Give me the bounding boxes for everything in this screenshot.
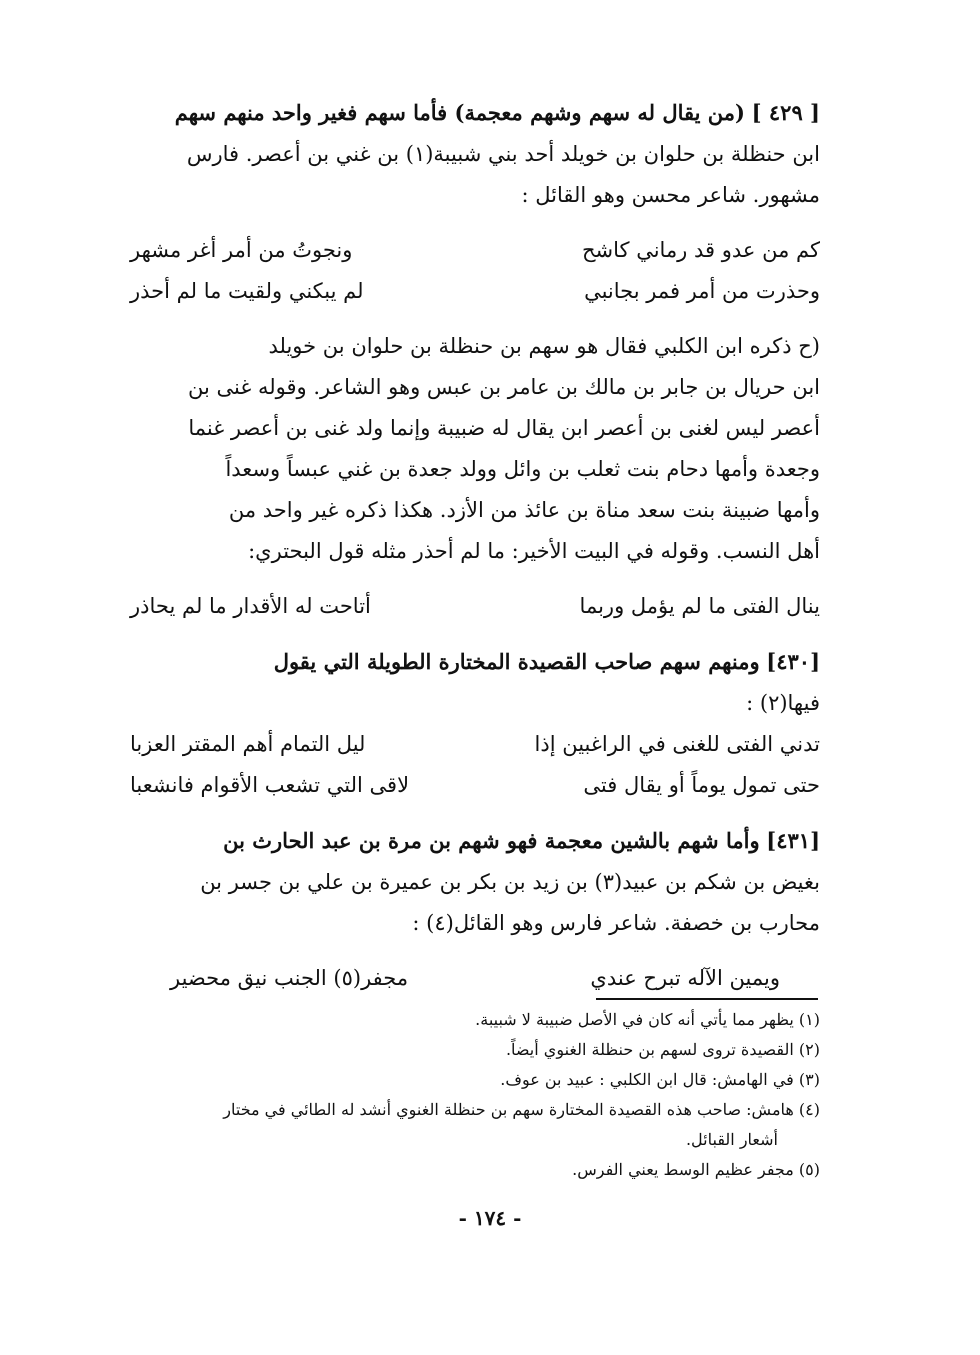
commentary-line: أهل النسب. وقوله في البيت الأخير: ما لم أحذر مثله قول البحتري:: [248, 539, 820, 563]
verse-block-1: [130, 230, 820, 312]
verse-second-hemistich: أتاحت له الأقدار ما لم يحاذر: [130, 594, 371, 618]
page-body: [130, 92, 820, 999]
verse-second-hemistich: لاقى التي تشعب الأقوام فانشعبا: [130, 773, 410, 797]
entry-429-line-1: [130, 92, 820, 134]
commentary-line: وأمها ضبينة بنت سعد مناة بن عائذ من الأزد. هكذا ذكره غير واحد من: [228, 498, 820, 522]
entry-429-line-2: ابن حنظلة بن حلوان بن خويلد أحد بني شبيبة(١) بن غني بن أعصر. فارس: [186, 142, 820, 166]
commentary-line: وجعدة وأمها دحام بنت ثعلب بن وائل وولد جعدة بن غني عبساً وسعداً: [225, 457, 820, 481]
verse-line: [130, 271, 820, 312]
verse-first-hemistich: ويمين الآله تبرح عندي: [590, 966, 780, 990]
commentary-line: أعصر ليس لغنى بن أعصر ابن يقال له ضبيبة وإنما ولد غنى بن أعصر غنما: [188, 416, 820, 440]
entry-430: [130, 641, 820, 724]
footnote-3: (٣) في الهامش: قال ابن الكلبي : عبيد بن عوف.: [500, 1070, 820, 1089]
footnote-4: (٤) هامش: صاحب هذه القصيدة المختارة سهم بن حنظلة الغنوي أنشد له الطائي في مختار: [223, 1100, 820, 1119]
footnote-1: (١) يظهر مما يأتي أنه كان في الأصل ضبيبة لا شبيبة.: [475, 1010, 820, 1029]
verse-first-hemistich: ينال الفتى ما لم يؤمل وربما: [579, 594, 820, 618]
entry-429-line-3: مشهور. شاعر محسن وهو القائل :: [521, 183, 820, 207]
entry-431-line-2: بغيض بن شكم بن عبيد(٣) بن زيد بن بكر بن عميرة بن علي بن جسر بن: [200, 870, 820, 894]
entry-430-line-2: فيها(٢) :: [746, 691, 820, 715]
entry-text: وأما شهم بالشين معجمة فهو شهم بن مرة بن عبد الحارث بن: [223, 828, 760, 853]
footnote-5: (٥) مجفر عظيم الوسط يعني الفرس.: [572, 1160, 820, 1179]
commentary-line: ابن حريال بن جابر بن مالك بن عامر بن عبس وهو الشاعر. وقوله غنى بن: [187, 375, 820, 399]
verse-block-4: [130, 958, 820, 999]
entry-number: [٤٣١]: [766, 828, 820, 853]
verse-line: [130, 724, 820, 765]
entry-number: [٤٣٠]: [766, 649, 820, 674]
entry-431-line-1: [130, 820, 820, 862]
footnote-4-continuation: أشعار القبائل.: [685, 1130, 778, 1149]
entry-431: [130, 820, 820, 944]
verse-block-3: [130, 724, 820, 806]
verse-first-hemistich: تدني الفتى للغنى في الراغبين إذا: [534, 732, 820, 756]
verse-first-hemistich: وحذرت من أمر فمر بجانبي: [584, 279, 820, 303]
page-number: - ١٧٤ -: [458, 1206, 522, 1230]
verse-block-2: [130, 586, 820, 627]
entry-heading: (من يقال له سهم وشهم معجمة) فأما سهم فغير واحد منهم سهم: [174, 100, 745, 125]
entry-430-line-1: [130, 641, 820, 683]
commentary-line: (ح ذكره ابن الكلبي فقال هو سهم بن حنظلة بن حلوان بن خويلد: [268, 334, 820, 358]
entry-429: [130, 92, 820, 216]
verse-second-hemistich: لم يبكني ولقيت ما لم أحذر: [130, 279, 364, 303]
verse-second-hemistich: ونجوتُ من أمر أغر مشهر: [130, 238, 353, 262]
footnotes: [130, 1005, 820, 1185]
verse-first-hemistich: كم من عدو قد رماني كاشح: [581, 238, 820, 262]
footnote-divider: [596, 998, 818, 1000]
entry-431-line-3: محارب بن خصفة. شاعر فارس وهو القائل(٤) :: [412, 911, 820, 935]
verse-line: [130, 765, 820, 806]
verse-second-hemistich: ليل التمام أهم المقتر العزبا: [130, 732, 366, 756]
verse-line: [130, 230, 820, 271]
entry-number: [ ٤٢٩ ]: [751, 100, 820, 125]
verse-second-hemistich: مجفر(٥) الجنب نيق محضير: [170, 966, 409, 990]
entry-text: ومنهم سهم صاحب القصيدة المختارة الطويلة التي يقول: [273, 649, 760, 674]
verse-first-hemistich: حتى تمول يوماً أو يقال فتى: [583, 773, 820, 797]
footnote-2: (٢) القصيدة تروى لسهم بن حنظلة الغنوي أيضاً.: [505, 1040, 820, 1059]
commentary-block: [130, 326, 820, 572]
